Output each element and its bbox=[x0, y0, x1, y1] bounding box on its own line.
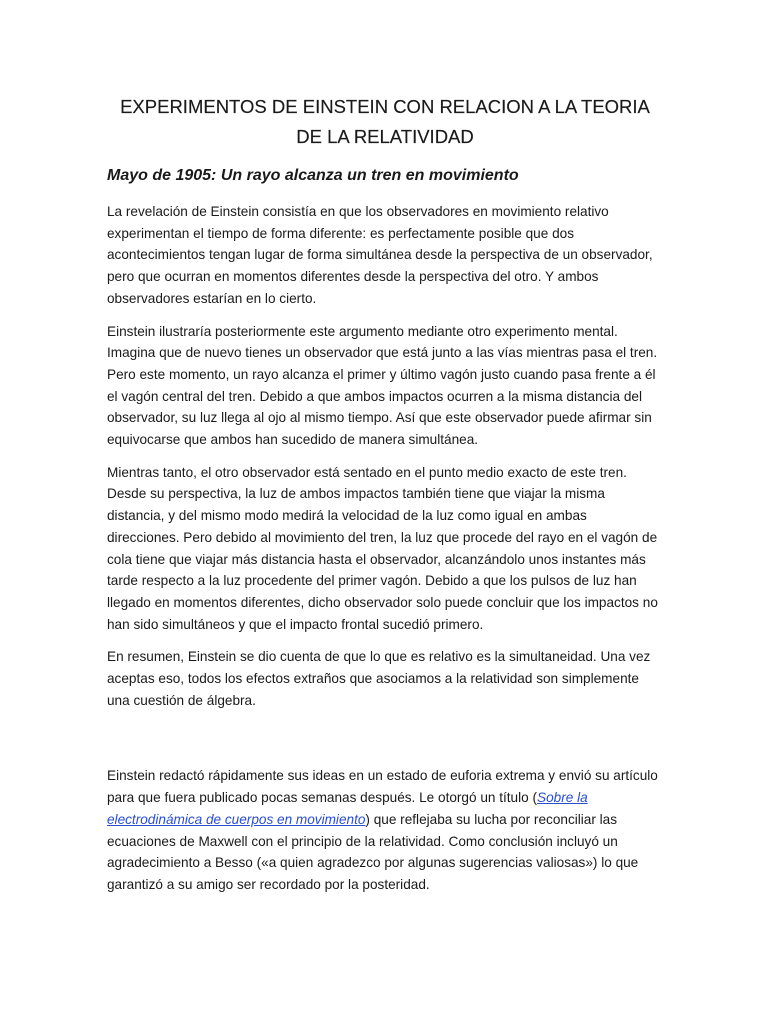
paragraph-4: En resumen, Einstein se dio cuenta de que lo que es relativo es la simultaneidad. Una vez aceptas eso, todos los efectos extraños que asociamos a la relatividad son simplemente una cuestión de álgebra. bbox=[107, 649, 651, 708]
paragraph-5-text-after-link: ) que reflejaba su lucha por reconciliar las ecuaciones de Maxwell con el principio de la relatividad. Como conclusión incluyó un agradecimiento a Besso («a quien agradezco por algunas sugerencias valiosas») lo que garantizó a su amigo ser recordado por la posteridad. bbox=[107, 811, 639, 892]
paragraph-5-text-before-link: Einstein redactó rápidamente sus ideas en un estado de euforia extrema y envió su artículo para que fuera publicado pocas semanas después. Le otorgó un título ( bbox=[107, 768, 658, 806]
paper-title-link[interactable]: Sobre la electrodinámica de cuerpos en movimiento bbox=[107, 790, 588, 827]
paragraph-2: Einstein ilustraría posteriormente este argumento mediante otro experimento mental. Imagina que de nuevo tienes un observador que está junto a las vías mientras pasa el tren. Pero este momento, un rayo alcanza el primer y último vagón justo cuando pasa frente a él el vagón central del tren. Debido a que ambos impactos ocurren a la misma distancia del observador, su luz llega al ojo al mismo tiempo. Así que este observador puede afirmar sin equivocarse que ambos han sucedido de manera simultánea. bbox=[107, 323, 658, 448]
paragraph-5 bbox=[107, 765, 663, 895]
section-subtitle: Mayo de 1905: Un rayo alcanza un tren en movimiento bbox=[107, 167, 519, 184]
document-page bbox=[107, 92, 663, 896]
document-title: EXPERIMENTOS DE EINSTEIN CON RELACION A LA TEORIA DE LA RELATIVIDAD bbox=[120, 96, 650, 147]
paragraph-1: La revelación de Einstein consistía en que los observadores en movimiento relativo experimentan el tiempo de forma diferente: es perfectamente posible que dos acontecimientos tengan lugar de forma simultánea desde la perspectiva de un observador, pero que ocurran en momentos diferentes desde la perspectiva del otro. Y ambos observadores estarían en lo cierto. bbox=[107, 204, 653, 306]
paragraph-3: Mientras tanto, el otro observador está sentado en el punto medio exacto de este tren. Desde su perspectiva, la luz de ambos impactos también tiene que viajar la misma distancia, y del mismo modo medirá la velocidad de la luz como igual en ambas direcciones. Pero debido al movimiento del tren, la luz que procede del rayo en el vagón de cola tiene que viajar más distancia hasta el observador, alcanzándolo unos instantes más tarde respecto a la luz procedente del primer vagón. Debido a que los pulsos de luz han llegado en momentos diferentes, dicho observador solo puede concluir que los impactos no han sido simultáneos y que el impacto frontal sucedió primero. bbox=[107, 464, 658, 632]
